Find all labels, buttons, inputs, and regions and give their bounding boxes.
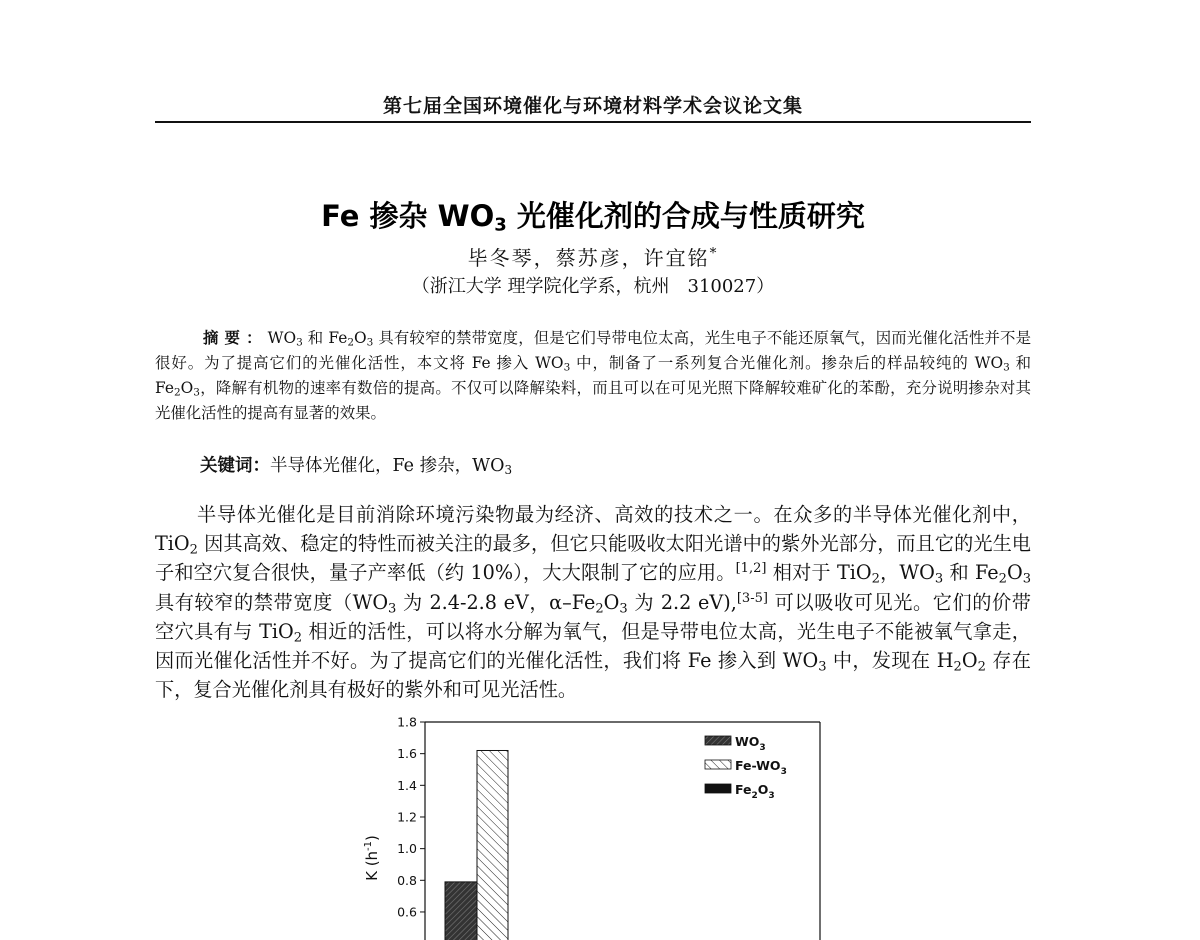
subscript: 3 [366, 336, 374, 349]
title-subscript: 3 [494, 214, 507, 236]
header-rule [155, 121, 1031, 123]
subscript: 3 [296, 336, 303, 349]
title-part: Fe 掺杂 WO [321, 199, 495, 233]
body-text: 半导体光催化是目前消除环境污染物最为经济、高效的技术之一。在众多的半导体光催化剂中，TiO [155, 503, 1031, 556]
y-tick-label: 1.8 [397, 714, 417, 730]
subscript: 3 [1022, 571, 1031, 587]
bar-wo3 [445, 882, 477, 940]
y-tick-label: 1.2 [397, 809, 417, 825]
abstract-text: 和 Fe [302, 329, 348, 347]
y-axis-label-exponent: -1 [363, 840, 374, 851]
subscript: 2 [173, 386, 181, 399]
subscript: 2 [977, 659, 986, 675]
y-tick-label: 1.6 [397, 746, 417, 762]
legend-label-subscript: 3 [768, 791, 775, 801]
body-text: 具有较窄的禁带宽度（WO [155, 590, 389, 614]
citation-ref: [1,2] [735, 561, 767, 577]
subscript: 3 [388, 600, 397, 616]
legend-label: $Fe-WO_3$ [735, 758, 787, 777]
author-list [155, 242, 1031, 271]
keywords-label: 关键词： [200, 456, 270, 476]
keywords-text: 半导体光催化，Fe 掺杂，WO [270, 456, 505, 476]
abstract-text: 具有较窄的禁带宽度，但是它们导带电位太高，光生电子不能还原氧气，因而光催化活性并不是很好。为了提高它们的光催化活性，本文将 Fe 掺入 WO [155, 329, 1031, 372]
subscript: 2 [871, 571, 880, 587]
subscript: 2 [595, 600, 604, 616]
body-text: 可以吸收可见光。它们的价带空穴具有与 TiO [155, 590, 1031, 643]
abstract-text: ，降解有机物的速率有数倍的提高。不仅可以降解染料，而且可以在可见光照下降解较难矿化的苯酚，充分说明掺杂对其光催化活性的提高有显著的效果。 [155, 379, 1031, 422]
legend-label: $Fe_2O_3$ [735, 782, 775, 801]
subscript: 3 [504, 462, 513, 477]
subscript: 2 [189, 542, 198, 558]
bar-chart [355, 710, 855, 940]
keywords [200, 452, 1030, 477]
authors-text: 毕冬琴，蔡苏彦，许宜铭 [467, 246, 710, 270]
body-text: 为 2.2 eV), [627, 590, 737, 614]
subscript: 3 [619, 600, 628, 616]
abstract-text: 和 Fe [155, 354, 1031, 397]
y-tick-label: 1.4 [397, 777, 417, 793]
abstract-label: 摘要： [203, 329, 268, 347]
abstract-text: WO [267, 329, 297, 347]
citation-ref: [3-5] [736, 590, 769, 606]
subscript: 3 [1003, 361, 1010, 374]
body-text: O [1006, 561, 1023, 585]
subscript: 2 [998, 571, 1007, 587]
subscript: 2 [953, 659, 962, 675]
running-header: 第七届全国环境催化与环境材料学术会议论文集 [382, 95, 803, 117]
body-text: 为 2.4-2.8 eV，α–Fe [396, 590, 596, 614]
y-axis-label: K $(h^{-1})$ [363, 835, 381, 881]
legend-label: $WO_3$ [735, 734, 766, 753]
body-text: 相对于 TiO [766, 561, 872, 585]
abstract [155, 326, 1031, 426]
body-text: ，WO [879, 561, 935, 585]
legend-label-subscript: 3 [780, 767, 787, 777]
abstract-text: O [180, 379, 194, 397]
rate-constant-figure [355, 710, 855, 940]
body-text: 相近的活性，可以将水分解为氧气，但是导带电位太高，光生电子不能被氧气拿走，因而光催化活性并不好。为了提高它们的光催化活性，我们将 Fe 掺入到 WO [155, 619, 1031, 673]
legend-label-subscript: 3 [759, 743, 766, 753]
corresponding-author-mark: * [709, 245, 719, 262]
legend-label-subscript: 2 [751, 791, 758, 801]
bar-fe-wo3 [477, 750, 508, 940]
y-tick-label: 0.8 [397, 872, 417, 888]
introduction-paragraph [155, 500, 1031, 704]
affiliation: （浙江大学 理学院化学系，杭州 310027） [411, 276, 775, 297]
legend-swatch [705, 736, 731, 745]
subscript: 3 [563, 361, 571, 374]
body-text: 存在下，复合光催化剂具有极好的紫外和可见光活性。 [155, 649, 1031, 702]
subscript: 3 [818, 659, 827, 675]
legend-swatch [705, 784, 731, 793]
subscript: 2 [347, 336, 354, 349]
subscript: 3 [193, 386, 200, 399]
body-text: 和 Fe [943, 561, 999, 585]
y-tick-label: 0.6 [397, 904, 417, 920]
body-text: O [961, 649, 978, 673]
body-text: O [603, 590, 620, 614]
subscript: 2 [293, 630, 303, 646]
legend-swatch [705, 760, 731, 769]
abstract-text: O [354, 329, 367, 347]
body-text: 因其高效、稳定的特性而被关注的最多，但它只能吸收太阳光谱中的紫外光部分，而且它的光生电子和空穴复合很快，量子产率低（约 10%），大大限制了它的应用。 [155, 532, 1031, 585]
abstract-text: 中，制备了一系列复合光催化剂。掺杂后的样品较纯的 WO [570, 354, 1004, 372]
y-axis-label-close: ) [363, 835, 381, 841]
subscript: 3 [934, 571, 944, 587]
baseline-reset: O [757, 782, 769, 797]
y-tick-label: 1.0 [397, 841, 417, 857]
title-part: 光催化剂的合成与性质研究 [506, 199, 865, 233]
body-text: 中，发现在 H [826, 649, 954, 673]
paper-title [155, 194, 1031, 235]
